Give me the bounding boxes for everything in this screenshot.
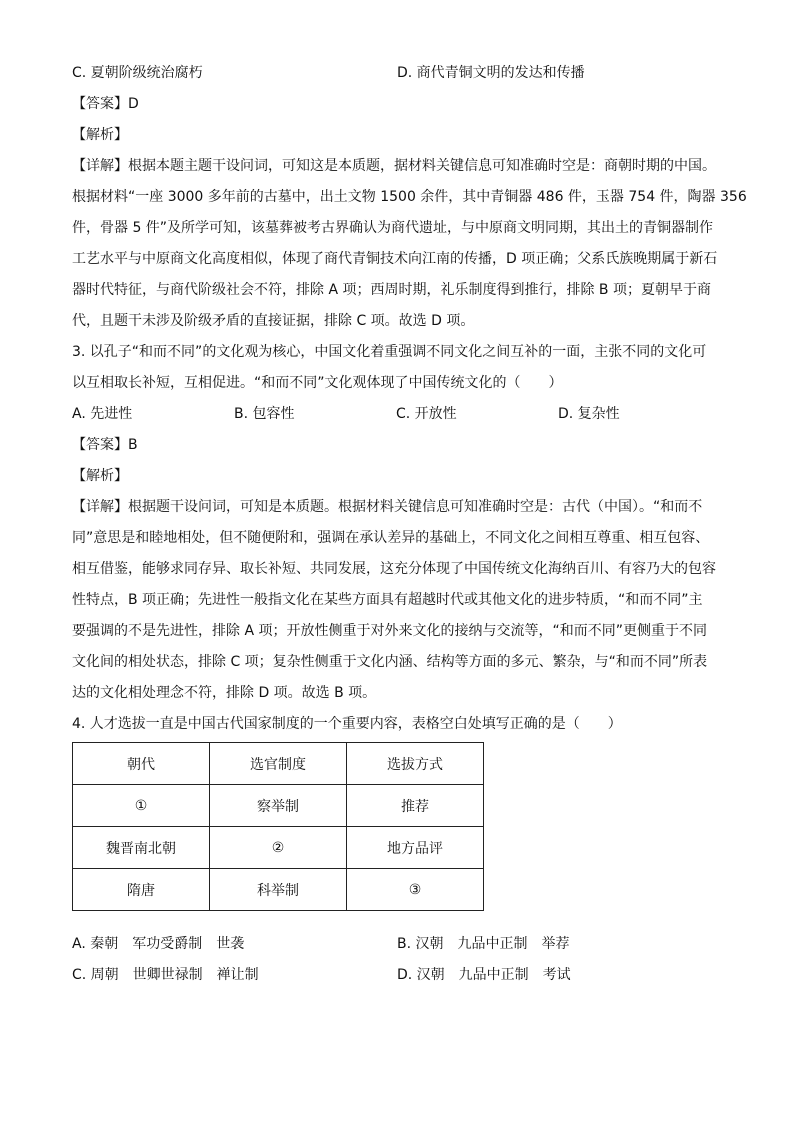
q2-detail-line: 根据本题主题干设问词，可知这是本质题，据材料关键信息可知准确时空是：商朝时期的中国。	[128, 158, 716, 174]
q4-table-cell: 察举制	[210, 785, 347, 827]
q3-option-a: A. 先进性	[72, 406, 133, 422]
q2-answer: 【答案】D	[72, 96, 139, 112]
q3-detail-line: 同”意思是和睦地相处，但不随便附和，强调在承认差异的基础上，不同文化之间相互尊重、相互包容、	[72, 530, 710, 546]
q4-table-cell: ③	[347, 869, 484, 911]
q4-table-cell: 推荐	[347, 785, 484, 827]
q2-options-cd	[72, 58, 722, 89]
q3-detail	[72, 492, 722, 709]
q4-table-header: 选拔方式	[347, 743, 484, 785]
q3-detail-line: 相互借鉴，能够求同存异、取长补短、共同发展，这充分体现了中国传统文化海纳百川、有容乃大的包容	[72, 561, 716, 577]
q4-stem: 4. 人才选拔一直是中国古代国家制度的一个重要内容，表格空白处填写正确的是（ ）	[72, 716, 622, 732]
q4-option-d: D. 汉朝 九品中正制 考试	[397, 967, 571, 983]
q4-option-b: B. 汉朝 九品中正制 举荐	[397, 936, 570, 952]
q4-options-ab	[72, 929, 722, 960]
table-row	[73, 785, 484, 827]
q4-table-cell: 魏晋南北朝	[73, 827, 210, 869]
q2-detail-line: 器时代特征，与商代阶级社会不符，排除 A 项；西周时期，礼乐制度得到推行，排除 B 项；夏朝早于商	[72, 282, 711, 298]
q4-table	[72, 742, 484, 911]
q4-option-c: C. 周朝 世卿世禄制 禅让制	[72, 967, 259, 983]
q3-option-c: C. 开放性	[396, 406, 457, 422]
q3-detail-line: 文化间的相处状态，排除 C 项；复杂性侧重于文化内涵、结构等方面的多元、繁杂，与“和而不同”所表	[72, 654, 708, 670]
q4-table-cell: 科举制	[210, 869, 347, 911]
q2-analysis-label: 【解析】	[72, 127, 128, 143]
q3-stem	[72, 337, 722, 399]
q4-table-cell: 隋唐	[73, 869, 210, 911]
q2-detail-label: 【详解】	[72, 158, 128, 174]
q2-detail-line: 根据材料“一座 3000 多年前的古墓中，出土文物 1500 余件，其中青铜器 486 件，玉器 754 件，陶器 356	[72, 189, 747, 205]
q4-table-header-row	[73, 743, 484, 785]
q3-option-d: D. 复杂性	[558, 406, 620, 422]
q3-detail-label: 【详解】	[72, 499, 128, 515]
q4-table-cell: 地方品评	[347, 827, 484, 869]
q3-detail-line: 达的文化相处理念不符，排除 D 项。故选 B 项。	[72, 685, 377, 701]
q2-detail-line: 件，骨器 5 件”及所学可知，该墓葬被考古界确认为商代遗址，与中原商文明同期，其出土的青铜器制作	[72, 220, 714, 236]
q3-answer: 【答案】B	[72, 437, 138, 453]
table-row	[73, 869, 484, 911]
q2-detail	[72, 151, 747, 337]
q2-detail-line: 代，且题干未涉及阶级矛盾的直接证据，排除 C 项。故选 D 项。	[72, 313, 475, 329]
q3-option-b: B. 包容性	[234, 406, 295, 422]
q3-stem-line: 以互相取长补短，互相促进。“和而不同”文化观体现了中国传统文化的（ ）	[72, 375, 563, 391]
q3-options	[72, 399, 722, 430]
q2-option-d: D. 商代青铜文明的发达和传播	[397, 65, 585, 81]
table-row	[73, 827, 484, 869]
q3-stem-line: 3. 以孔子“和而不同”的文化观为核心，中国文化着重强调不同文化之间互补的一面，主张不同的文化可	[72, 344, 707, 360]
q4-table-cell: ①	[73, 785, 210, 827]
q4-option-a: A. 秦朝 军功受爵制 世袭	[72, 936, 245, 952]
q3-detail-line: 根据题干设问词，可知是本质题。根据材料关键信息可知准确时空是：古代（中国）。“和而不	[128, 499, 703, 515]
q2-detail-line: 工艺水平与中原商文化高度相似，体现了商代青铜技术向江南的传播，D 项正确；父系氏族晚期属于新石	[72, 251, 718, 267]
q3-analysis-label: 【解析】	[72, 468, 128, 484]
q4-table-header: 选官制度	[210, 743, 347, 785]
exam-page	[72, 58, 747, 991]
q4-table-header: 朝代	[73, 743, 210, 785]
q3-detail-line: 性特点，B 项正确；先进性一般指文化在某些方面具有超越时代或其他文化的进步特质，“和而不同”主	[72, 592, 703, 608]
q3-detail-line: 要强调的不是先进性，排除 A 项；开放性侧重于对外来文化的接纳与交流等，“和而不同”更侧重于不同	[72, 623, 707, 639]
q4-options-cd	[72, 960, 722, 991]
q4-table-cell: ②	[210, 827, 347, 869]
q2-option-c: C. 夏朝阶级统治腐朽	[72, 65, 203, 81]
